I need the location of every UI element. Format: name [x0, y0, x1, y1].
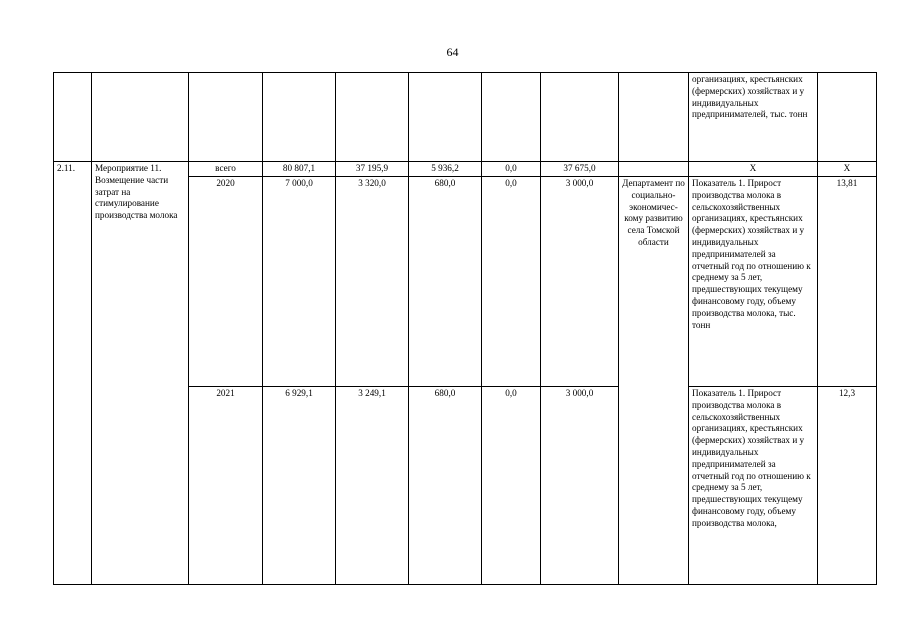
cell-federal: 37 195,9 [336, 162, 409, 177]
program-table [53, 72, 877, 585]
page-number: 64 [446, 45, 459, 59]
cell-indicator: Показатель 1. Прирост производства молока в сельскохозяйственных организациях, крестьянских (фермерских) хозяйствах и у индивидуальных предпринимателей за отчетный год по отношению к среднему за 5 лет, предшествующих текущему финансовому году, объему производства молока, [689, 387, 818, 585]
cell-local [482, 73, 541, 162]
cell-extra: 3 000,0 [541, 177, 619, 387]
cell-total: 80 807,1 [263, 162, 336, 177]
cell-period: всего [189, 162, 263, 177]
cell-regional: 680,0 [409, 177, 482, 387]
cell-regional: 680,0 [409, 387, 482, 585]
cell-indicator: Показатель 1. Прирост производства молока в сельскохозяйственных организациях, крестьянских (фермерских) хозяйствах и у индивидуальных предпринимателей за отчетный год по отношению к среднему за 5 лет, предшествующих текущему финансовому году, объему производства молока, тыс. тонн [689, 177, 818, 387]
table-row [54, 73, 877, 162]
cell-regional [409, 73, 482, 162]
cell-extra: 3 000,0 [541, 387, 619, 585]
cell-value: 13,81 [818, 177, 877, 387]
cell-local: 0,0 [482, 177, 541, 387]
cell-value [818, 73, 877, 162]
cell-value: 12,3 [818, 387, 877, 585]
cell-regional: 5 936,2 [409, 162, 482, 177]
table-row [54, 162, 877, 177]
cell-period: 2021 [189, 387, 263, 585]
cell-no: 2.11. [54, 162, 92, 585]
cell-no [54, 73, 92, 162]
cell-total [263, 73, 336, 162]
cell-indicator: организациях, крестьянских (фермерских) хозяйствах и у индивидуальных предпринимателей, тыс. тонн [689, 73, 818, 162]
cell-indicator: Х [689, 162, 818, 177]
cell-value: Х [818, 162, 877, 177]
cell-federal: 3 249,1 [336, 387, 409, 585]
cell-executor [619, 73, 689, 162]
cell-federal: 3 320,0 [336, 177, 409, 387]
cell-local: 0,0 [482, 387, 541, 585]
cell-executor [619, 162, 689, 177]
cell-period [189, 73, 263, 162]
cell-executor: Департамент по социально-экономичес-кому развитию села Томской области [619, 177, 689, 585]
cell-total: 7 000,0 [263, 177, 336, 387]
cell-period: 2020 [189, 177, 263, 387]
cell-measure: Мероприятие 11. Возмещение части затрат на стимулирование производства молока [92, 162, 189, 585]
cell-federal [336, 73, 409, 162]
cell-extra [541, 73, 619, 162]
cell-local: 0,0 [482, 162, 541, 177]
cell-measure [92, 73, 189, 162]
cell-extra: 37 675,0 [541, 162, 619, 177]
cell-total: 6 929,1 [263, 387, 336, 585]
